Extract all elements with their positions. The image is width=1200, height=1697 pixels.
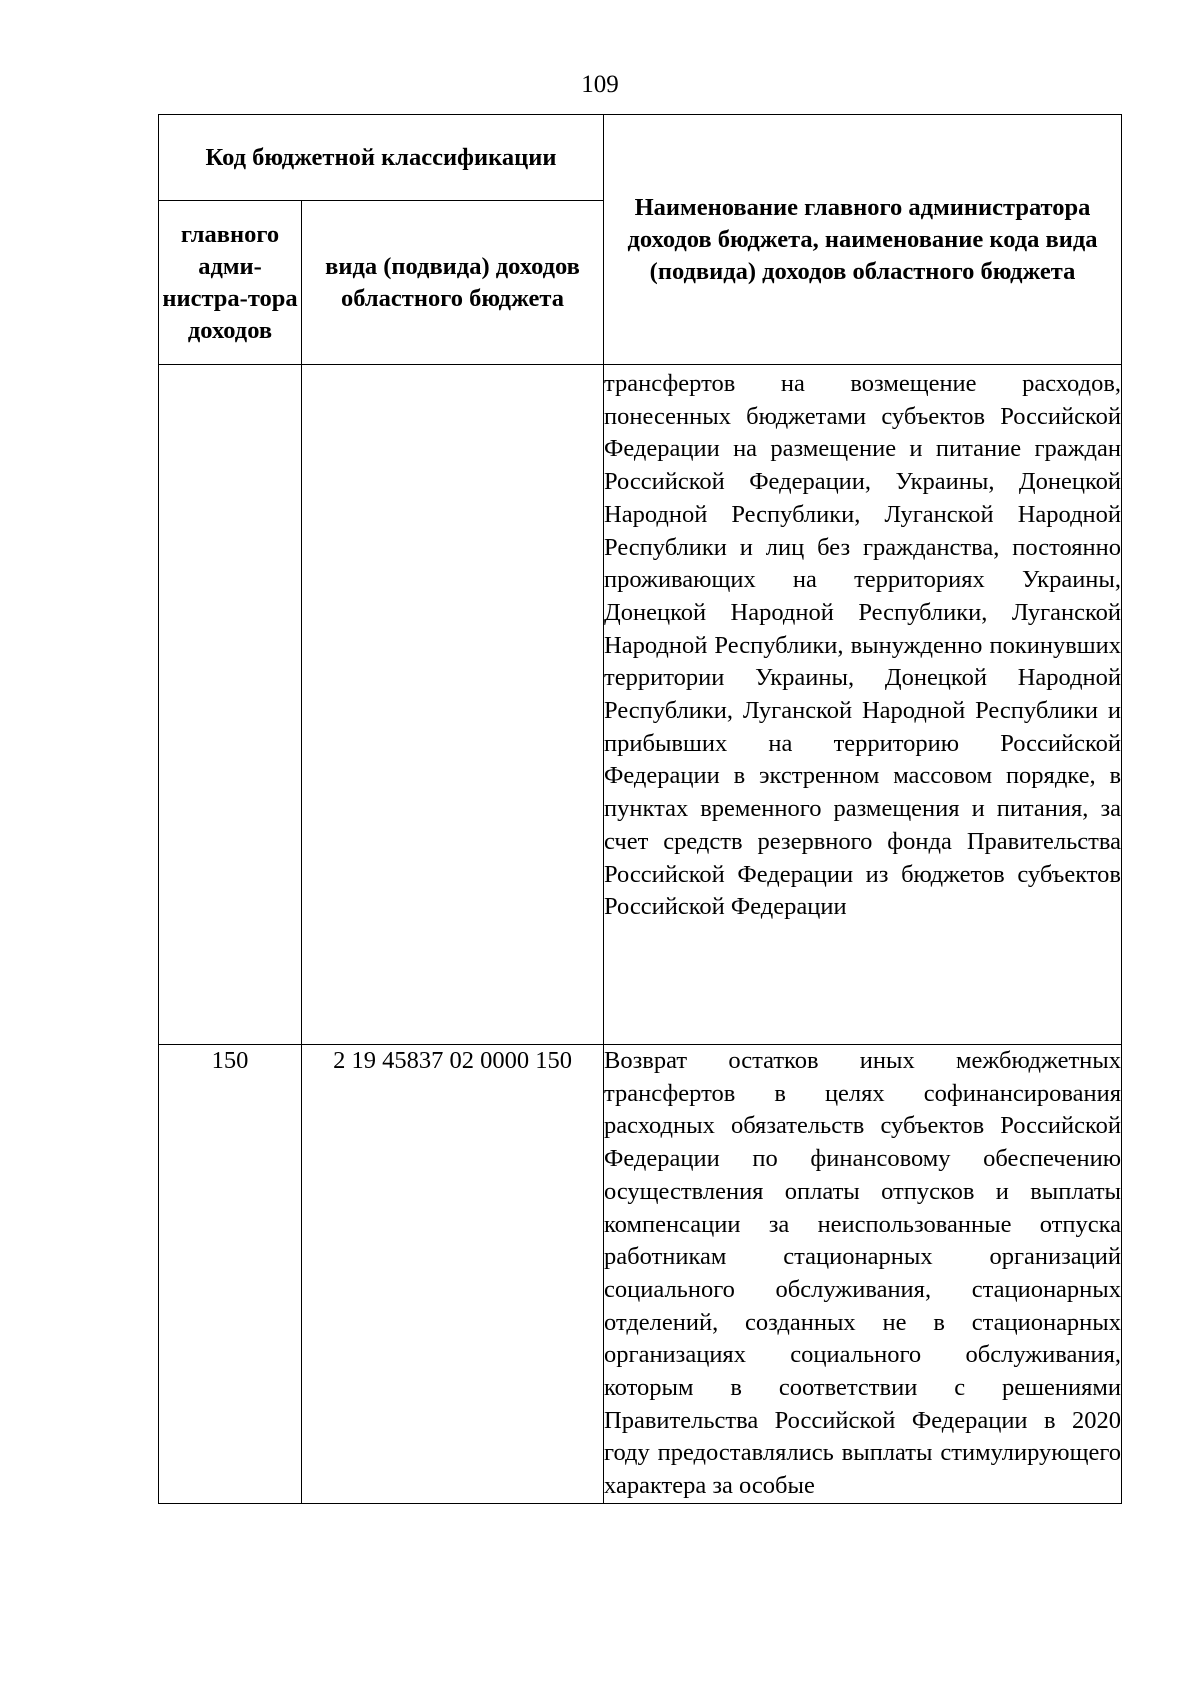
table-body (159, 365, 1122, 1504)
kind-code-cell (302, 365, 604, 1045)
table-row (159, 365, 1122, 1045)
description-cell: трансфертов на возмещение расходов, понесенных бюджетами субъектов Российской Федерации на размещение и питание граждан Российской Федерации, Украины, Донецкой Народной Республики, Луганской Народной Республики и лиц без гражданства, постоянно проживающих на территориях Украины, Донецкой Народной Республики, Луганской Народной Республики, вынужденно покинувших территории Украины, Донецкой Народной Республики, Луганской Народной Республики и прибывших на территорию Российской Федерации в экстренном массовом порядке, в пунктах временного размещения и питания, за счет средств резервного фонда Правительства Российской Федерации из бюджетов субъектов Российской Федерации (604, 365, 1122, 1045)
kind-code-cell: 2 19 45837 02 0000 150 (302, 1045, 604, 1504)
header-budget-classification-code: Код бюджетной классификации (159, 115, 604, 201)
header-main-administrator: главного адми-нистра-тора доходов (159, 201, 302, 365)
page-number: 109 (581, 71, 619, 98)
header-administrator-name: Наименование главного администратора доходов бюджета, наименование кода вида (подвида) доходов областного бюджета (604, 115, 1122, 365)
table-header (159, 115, 1122, 365)
budget-classification-table (158, 114, 1122, 1504)
admin-code-cell (159, 365, 302, 1045)
description-cell: Возврат остатков иных межбюджетных трансфертов в целях софинансирования расходных обязательств субъектов Российской Федерации по финансовому обеспечению осуществления оплаты отпусков и выплаты компенсации за неиспользованные отпуска работникам стационарных организаций социального обслуживания, стационарных отделений, созданных не в стационарных организациях социального обслуживания, которым в соответствии с решениями Правительства Российской Федерации в 2020 году предоставлялись выплаты стимулирующего характера за особые (604, 1045, 1122, 1504)
table-row (159, 1045, 1122, 1504)
admin-code-cell: 150 (159, 1045, 302, 1504)
header-income-kind: вида (подвида) доходов областного бюджета (302, 201, 604, 365)
